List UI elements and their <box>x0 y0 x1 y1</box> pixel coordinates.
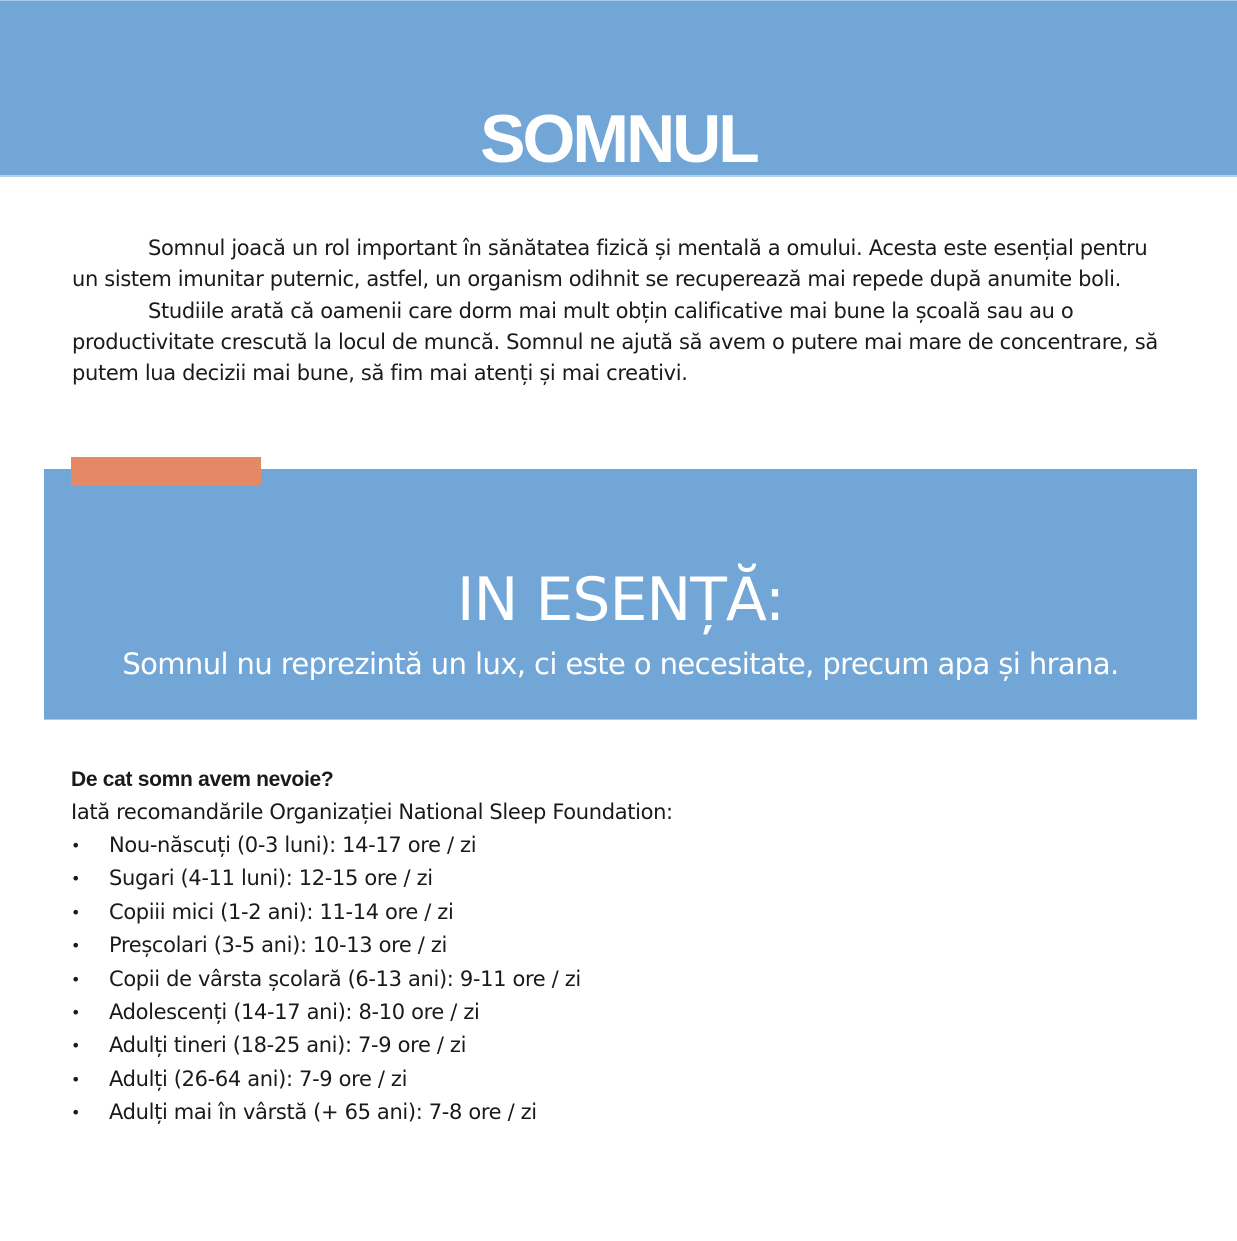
intro-paragraph <box>72 296 1172 390</box>
list-item-text: Copii de vârsta școlară (6-13 ani): 9-11 ore / zi <box>109 966 581 991</box>
essence-callout <box>44 469 1197 720</box>
essence-title: IN ESENȚĂ: <box>456 564 785 635</box>
bullet-icon: • <box>71 836 81 855</box>
intro-section <box>72 233 1172 389</box>
list-item-text: Preșcolari (3-5 ani): 10-13 ore / zi <box>109 933 448 958</box>
list-item <box>71 1063 971 1096</box>
sleep-needs-heading: De cat somn avem nevoie? <box>71 768 334 791</box>
accent-tab-decoration <box>71 457 261 486</box>
page-title: SOMNUL <box>480 100 757 177</box>
list-item-text: Nou-născuți (0-3 luni): 14-17 ore / zi <box>109 833 477 857</box>
list-item <box>71 1096 971 1129</box>
list-item-text: Adulți tineri (18-25 ani): 7-9 ore / zi <box>109 1033 467 1058</box>
essence-text: Somnul nu reprezintă un lux, ci este o necesitate, precum apa și hrana. <box>122 647 1119 681</box>
sleep-needs-section <box>71 763 971 1130</box>
bullet-icon: • <box>71 1003 81 1023</box>
sleep-needs-list <box>71 829 971 1130</box>
list-item-text: Adolescenți (14-17 ani): 8-10 ore / zi <box>109 1000 480 1025</box>
list-item-text: Copiii mici (1-2 ani): 11-14 ore / zi <box>109 899 454 924</box>
list-item <box>71 929 971 962</box>
list-item <box>71 896 971 929</box>
bullet-icon: • <box>71 936 81 956</box>
header-banner <box>0 0 1237 177</box>
bullet-icon: • <box>71 1103 81 1123</box>
bullet-icon: • <box>71 969 81 989</box>
list-item <box>71 1029 971 1062</box>
list-item <box>71 862 971 895</box>
list-item <box>71 829 971 862</box>
bullet-icon: • <box>71 1069 81 1089</box>
bullet-icon: • <box>71 1036 81 1056</box>
list-item <box>71 996 971 1029</box>
list-item-text: Sugari (4-11 luni): 12-15 ore / zi <box>109 866 433 891</box>
list-item <box>71 963 971 996</box>
intro-paragraph <box>72 233 1172 296</box>
sleep-needs-intro: Iată recomandările Organizației National Sleep Foundation: <box>71 800 673 824</box>
intro-paragraph-text: Somnul joacă un rol important în sănătatea fizică și mentală a omului. Acesta este esențial pentru un sistem imunitar puternic, astfel, un organism odihnit se recuperează mai repede după anumite boli. <box>72 236 1148 292</box>
intro-paragraph-text: Studiile arată că oamenii care dorm mai mult obțin calificative mai bune la școală sau au o productivitate crescută la locul de muncă. Somnul ne ajută să avem o putere mai mare de concentrare, să putem lua decizii mai bune, să fim mai atenți și mai creativi. <box>72 298 1158 386</box>
bullet-icon: • <box>71 869 81 889</box>
list-item-text: Adulți mai în vârstă (+ 65 ani): 7-8 ore / zi <box>109 1100 537 1125</box>
bullet-icon: • <box>71 902 81 922</box>
list-item-text: Adulți (26-64 ani): 7-9 ore / zi <box>109 1066 408 1091</box>
